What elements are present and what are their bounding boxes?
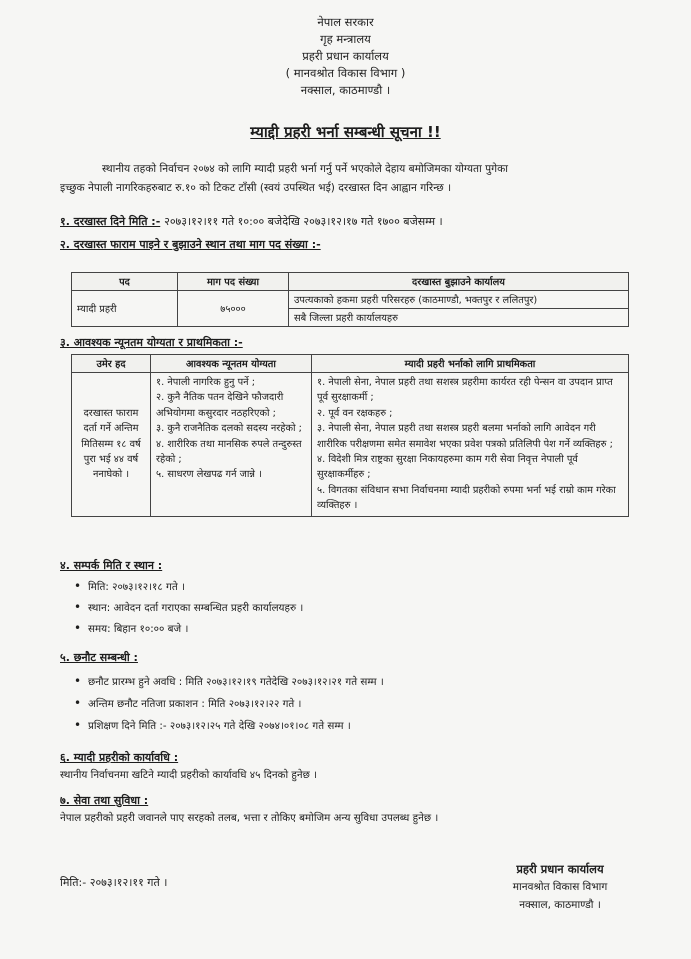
sig-office: प्रहरी प्रधान कार्यालय (516, 862, 604, 876)
header-ministry: गृह मन्त्रालय (320, 32, 371, 46)
header-address: नक्साल, काठमाण्डौ । (300, 83, 391, 97)
header-government: नेपाल सरकार (317, 15, 374, 29)
section-4-heading: ४. सम्पर्क मिति र स्थान : (60, 559, 163, 572)
cell-qualifications (151, 373, 312, 517)
training-date: • प्रशिक्षण दिने मिति :- २०७३।१२।२५ गते देखि २०७४।०१।०८ गते सम्म । (88, 719, 351, 733)
intro-paragraph: स्थानीय तहको निर्वाचन २०७४ को लागि म्यादी प्रहरी भर्ना गर्नु पर्ने भएकोले देहाय बमोजिमका योग्यता पुगेका इच्छुक नेपाली नागरिकहरुबाट रु.१० को टिकट टाँसी (स्वयं उपस्थित भई) दरखास्त दिन आह्वान गरिन्छ । (60, 163, 509, 194)
cell-count: ७५००० (178, 291, 289, 327)
col-header-post: पद (72, 273, 178, 291)
priority-item: ४. विदेशी मित्र राष्ट्रका सुरक्षा निकायहरुमा काम गरी सेवा निवृत्त नेपाली पूर्व सुरक्षाकर्मीहरु ; (317, 454, 578, 481)
qualification-table (71, 354, 629, 517)
qualification-item: ३. कुनै राजनैतिक दलको सदस्य नरहेको ; (156, 423, 302, 435)
priority-item: ५. विगतका संविधान सभा निर्वाचनमा म्यादी प्रहरीको रुपमा भर्ना भई राम्रो काम गरेका व्यक्तिहरु । (317, 484, 616, 512)
selection-result: • अन्तिम छनौट नतिजा प्रकाशन : मिति २०७३।१२।२२ गते । (88, 697, 301, 711)
footer-date: मिति:- २०७३।१२।११ गते । (60, 876, 168, 889)
cell-post: म्यादी प्रहरी (72, 291, 178, 327)
selection-period: • छनौट प्रारम्भ हुने अवधि : मिति २०७३।१२।१९ गतेदेखि २०७३।१२।२१ गते सम्म । (88, 675, 384, 689)
col-header-priority: म्यादी प्रहरी भर्नाको लागि प्राथमिकता (312, 355, 629, 373)
section-3-heading: ३. आवश्यक न्यूनतम योग्यता र प्राथमिकता :- (60, 336, 243, 349)
col-header-qualification: आवश्यक न्यूनतम योग्यता (151, 355, 312, 373)
header-department: ( मानवश्रोत विकास विभाग ) (285, 66, 406, 80)
notice-title: म्याद्दी प्रहरी भर्ना सम्बन्धी सूचना !! (250, 123, 441, 141)
sig-address: नक्साल, काठमाण्डौ । (519, 899, 601, 911)
signature-block (485, 860, 635, 914)
section-2-heading: २. दरखास्त फाराम पाइने र बुझाउने स्थान तथा माग पद संख्या :- (60, 238, 321, 251)
col-header-count: माग पद संख्या (178, 273, 289, 291)
cell-office-valley: उपत्यकाको हकमा प्रहरी परिसरहरु (काठमाण्डौ, भक्तपुर र ललितपुर) (289, 291, 629, 309)
qualification-item: १. नेपाली नागरिक हुनु पर्ने ; (156, 377, 255, 388)
section-6-heading: ६. म्यादी प्रहरीको कार्यावधि : (60, 751, 179, 764)
section-5-heading: ५. छनौट सम्बन्धी : (60, 651, 138, 664)
cell-age-limit: दरखास्त फाराम दर्ता गर्ने अन्तिम मितिसम्म १८ वर्ष पुरा भई ४४ वर्ष ननाघेको । (72, 373, 151, 517)
term-text: स्थानीय निर्वाचनमा खटिने म्यादी प्रहरीको कार्यावधि ४५ दिनको हुनेछ । (60, 769, 317, 781)
header-office: प्रहरी प्रधान कार्यालय (302, 49, 389, 63)
qualification-item: २. कुनै नैतिक पतन देखिने फौजदारी अभियोगमा कसुरदार नठहरिएको ; (156, 392, 284, 419)
contact-date: • मिति: २०७३।१२।१८ गते । (88, 580, 185, 594)
letterhead (0, 14, 691, 99)
facilities-text: नेपाल प्रहरीको प्रहरी जवानले पाए सरहको तलब, भत्ता र तोकिए बमोजिम अन्य सुविधा उपलब्ध हुनेछ । (60, 812, 439, 824)
posts-table (71, 272, 629, 327)
sig-department: मानवश्रोत विकास विभाग (512, 881, 608, 893)
qualification-item: ४. शारीरिक तथा मानसिक रुपले तन्दुरुस्त रहेको ; (156, 438, 302, 466)
priority-item: २. पूर्व वन रक्षकहरु ; (317, 407, 393, 419)
col-header-age: उमेर हद (72, 355, 151, 373)
cell-office-districts: सबै जिल्ला प्रहरी कार्यालयहरु (289, 309, 629, 327)
contact-time: • समय: बिहान १०:०० बजे । (88, 622, 188, 636)
qualification-item: ५. साधरण लेखपढ गर्न जान्ने । (156, 469, 262, 481)
priority-item: ३. नेपाली सेना, नेपाल प्रहरी तथा सशस्त्र प्रहरी बलमा भर्नाको लागि आवेदन गरी शारीरिक परीक्षणमा समेत समावेश भएका प्रवेश पत्रको प्रतिलिपी पेश गर्ने व्यक्तिहरु ; (317, 423, 613, 450)
cell-priorities (312, 373, 629, 517)
section-1-application-date: १. दरखास्त दिने मिति :- २०७३।१२।११ गते १०:०० बजेदेखि २०७३।१२।१७ गते १७०० बजेसम्म । (60, 215, 443, 228)
section-7-heading: ७. सेवा तथा सुविधा : (60, 794, 149, 807)
priority-item: १. नेपाली सेना, नेपाल प्रहरी तथा सशस्त्र प्रहरीमा कार्यरत रही पेन्सन वा उपदान प्राप्त पूर्व सुरक्षाकर्मी ; (317, 377, 613, 404)
contact-place: • स्थान: आवेदन दर्ता गराएका सम्बन्धित प्रहरी कार्यालयहरु । (88, 601, 303, 615)
col-header-office: दरखास्त बुझाउने कार्यालय (289, 273, 629, 291)
